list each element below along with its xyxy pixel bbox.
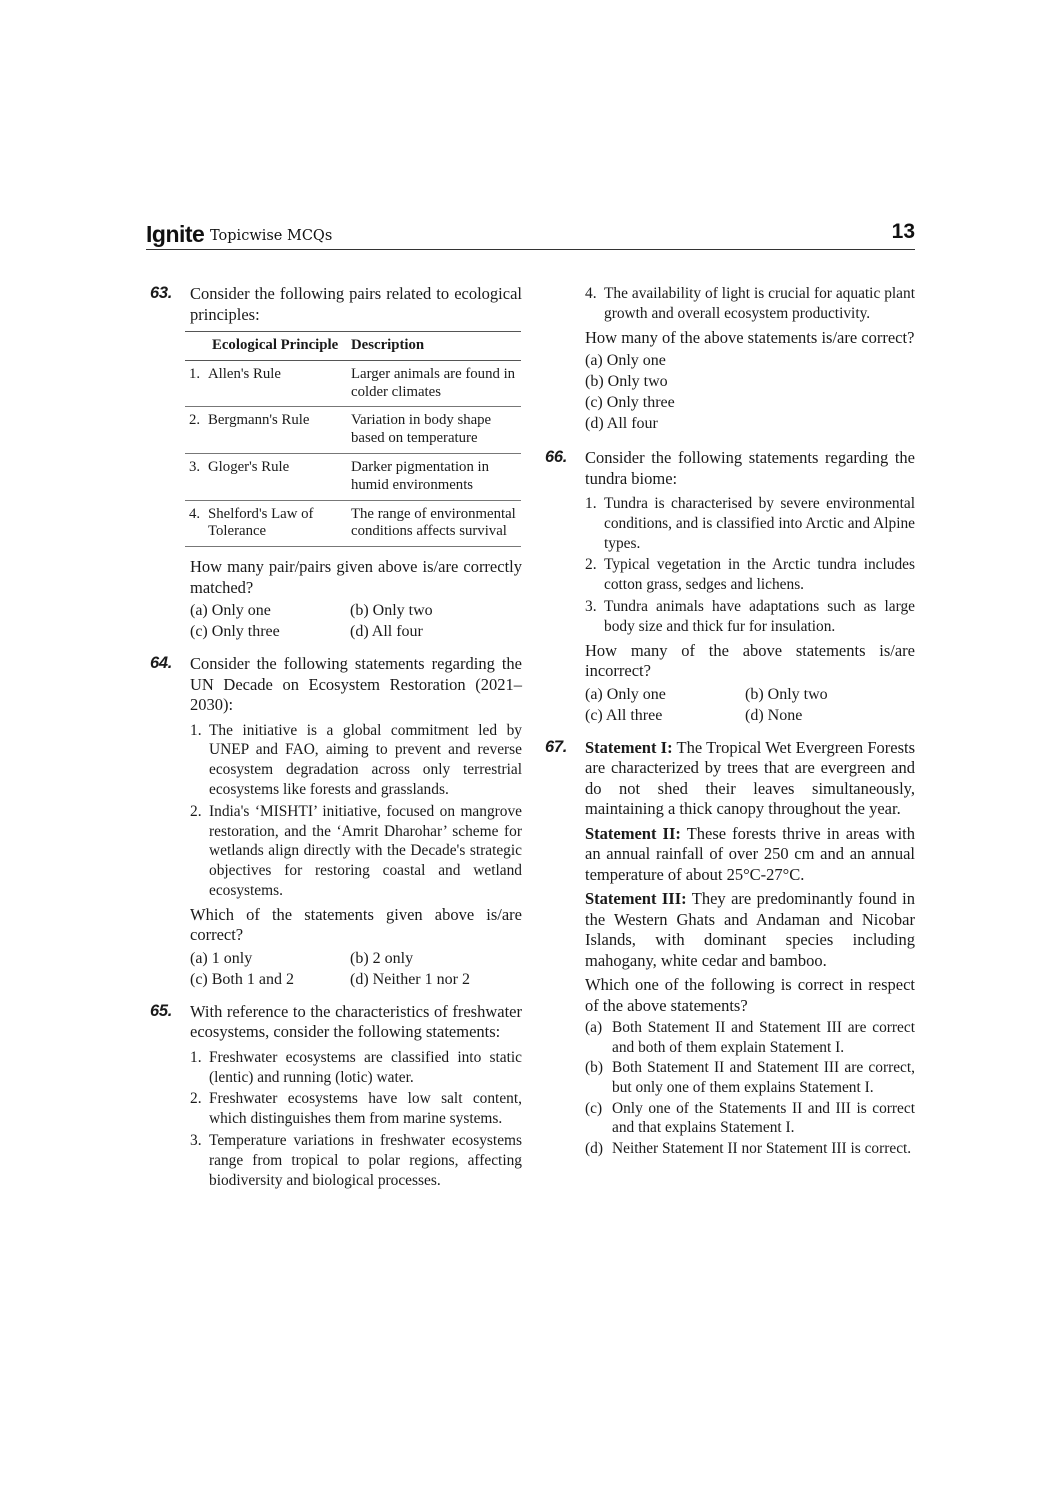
question-prompt: Which of the statements given above is/are correct? bbox=[190, 904, 522, 945]
statement-item: 1. Freshwater ecosystems are classified into static (lentic) and running (lotic) water. bbox=[190, 1048, 522, 1086]
table-row bbox=[185, 453, 521, 500]
question-63 bbox=[150, 284, 522, 642]
statement-list bbox=[190, 1048, 522, 1191]
option-b: (b) Only two bbox=[585, 373, 668, 391]
question-number: 65. bbox=[150, 1001, 173, 1020]
question-number: 66. bbox=[545, 448, 568, 467]
question-prompt: How many of the above statements is/are correct? bbox=[585, 327, 915, 347]
question-stem: Consider the following statements regarding the tundra biome: bbox=[585, 448, 915, 488]
statement-list bbox=[585, 284, 915, 324]
option-b: (b) 2 only bbox=[350, 949, 414, 967]
option-b: (b) Only two bbox=[350, 602, 433, 620]
option-c: (c) Only three bbox=[190, 623, 280, 641]
table-row bbox=[185, 500, 521, 547]
question-number: 67. bbox=[545, 737, 568, 756]
table-row bbox=[185, 407, 521, 454]
statement-item: 4. The availability of light is crucial for aquatic plant growth and overall ecosystem productivity. bbox=[585, 285, 915, 322]
right-column bbox=[545, 284, 915, 1170]
statement-item: 3. Tundra animals have adaptations such as large body size and thick fur for insulation. bbox=[585, 598, 915, 635]
question-prompt: Which one of the following is correct in respect of the above statements? bbox=[585, 975, 915, 1015]
options-grid bbox=[190, 600, 522, 642]
option-c: (c) All three bbox=[585, 706, 663, 724]
option-d: (d) None bbox=[745, 706, 803, 724]
option-b: (b) Only two bbox=[745, 685, 828, 703]
table-header-principle: Ecological Principle bbox=[185, 332, 347, 361]
options-grid bbox=[585, 684, 915, 726]
option-d: (d) All four bbox=[585, 415, 658, 433]
option-d: (d) Neither 1 nor 2 bbox=[350, 970, 470, 988]
option-c: (c) Only three bbox=[585, 394, 675, 412]
statement-item: 2. Freshwater ecosystems have low salt content, which distinguishes them from marine systems. bbox=[190, 1090, 522, 1128]
pairs-table bbox=[185, 331, 521, 547]
table-cell-principle: 4. Shelford's Law of Tolerance bbox=[185, 500, 347, 547]
option-a: (a) Both Statement II and Statement III are correct and both of them explain Statement I. bbox=[585, 1019, 915, 1056]
option-a: (a) Only one bbox=[190, 602, 271, 620]
page-header bbox=[146, 219, 915, 250]
option-c: (c) Only one of the Statements II and III is correct and that explains Statement I. bbox=[585, 1099, 915, 1137]
statement-item: 2. Typical vegetation in the Arctic tundra includes cotton grass, sedges and lichens. bbox=[585, 556, 915, 594]
page-number: 13 bbox=[891, 220, 915, 243]
statement-item: 1. Tundra is characterised by severe environmental conditions, and is classified into Arctic and Alpine types. bbox=[585, 495, 915, 552]
option-a: (a) 1 only bbox=[190, 949, 253, 967]
options-grid bbox=[190, 948, 522, 990]
statement-list bbox=[585, 494, 915, 637]
table-header-description: Description bbox=[347, 332, 521, 361]
table-header-row bbox=[185, 332, 521, 361]
table-cell-description: Variation in body shape based on temperature bbox=[347, 407, 521, 454]
table-cell-description: Larger animals are found in colder climates bbox=[347, 360, 521, 407]
question-65-continued bbox=[545, 284, 915, 434]
header-subtitle: Topicwise MCQs bbox=[210, 228, 333, 244]
option-d: (d) Neither Statement II nor Statement III is correct. bbox=[585, 1139, 912, 1157]
brand-logo: Ignite bbox=[146, 221, 205, 247]
question-number: 64. bbox=[150, 654, 173, 673]
statement-item: 1. The initiative is a global commitment led by UNEP and FAO, aiming to prevent and reverse ecosystem degradation across only terrestrial ecosystems like forests and grasslands. bbox=[190, 721, 522, 799]
question-67 bbox=[545, 738, 915, 1159]
statement-item: 3. Temperature variations in freshwater ecosystems range from tropical to polar regions, affecting biodiversity and biological processes. bbox=[190, 1132, 522, 1189]
question-prompt: How many of the above statements is/are incorrect? bbox=[585, 640, 915, 681]
table-cell-principle: 1. Allen's Rule bbox=[185, 360, 347, 407]
question-64 bbox=[150, 654, 522, 990]
question-stem: With reference to the characteristics of freshwater ecosystems, consider the following statements: bbox=[190, 1001, 522, 1042]
table-cell-principle: 3. Gloger's Rule bbox=[185, 453, 347, 500]
option-a: (a) Only one bbox=[585, 685, 666, 703]
question-prompt: How many pair/pairs given above is/are correctly matched? bbox=[190, 557, 522, 597]
question-65 bbox=[150, 1002, 522, 1191]
options-list bbox=[585, 350, 915, 434]
statement-three: Statement III: They are predominantly found in the Western Ghats and Andaman and Nicobar Islands, with dominant species including mahogany, white cedar and bamboo. bbox=[585, 889, 915, 970]
options-list bbox=[585, 1018, 915, 1158]
statement-item: 2. India's ‘MISHTI’ initiative, focused on mangrove restoration, and the ‘Amrit Dharohar’ scheme for wetlands align directly with the Decade's strategic objectives for restoring coastal and wetland ecosystems. bbox=[190, 802, 522, 900]
question-stem: Consider the following statements regarding the UN Decade on Ecosystem Restoration (2021–2030): bbox=[190, 654, 522, 715]
table-cell-description: The range of environmental conditions affects survival bbox=[347, 500, 521, 547]
question-stem: Consider the following pairs related to ecological principles: bbox=[190, 284, 522, 324]
statement-one: Statement I: The Tropical Wet Evergreen Forests are characterized by trees that are evergreen and do not shed their leaves simultaneously, maintaining a thick canopy throughout the year. bbox=[585, 737, 916, 819]
statement-list bbox=[190, 721, 522, 901]
left-column bbox=[150, 284, 522, 1202]
option-a: (a) Only one bbox=[585, 352, 666, 370]
table-cell-description: Darker pigmentation in humid environments bbox=[347, 453, 521, 500]
option-b: (b) Both Statement II and Statement III are correct, but only one of them explains Statement I. bbox=[585, 1059, 915, 1096]
table-row bbox=[185, 360, 521, 407]
option-c: (c) Both 1 and 2 bbox=[190, 970, 294, 988]
statement-two: Statement II: These forests thrive in areas with an annual rainfall of over 250 cm and an annual temperature of about 25°C-27°C. bbox=[585, 823, 915, 884]
question-66 bbox=[545, 448, 915, 726]
option-d: (d) All four bbox=[350, 623, 423, 641]
table-cell-principle: 2. Bergmann's Rule bbox=[185, 407, 347, 454]
question-number: 63. bbox=[150, 284, 173, 302]
